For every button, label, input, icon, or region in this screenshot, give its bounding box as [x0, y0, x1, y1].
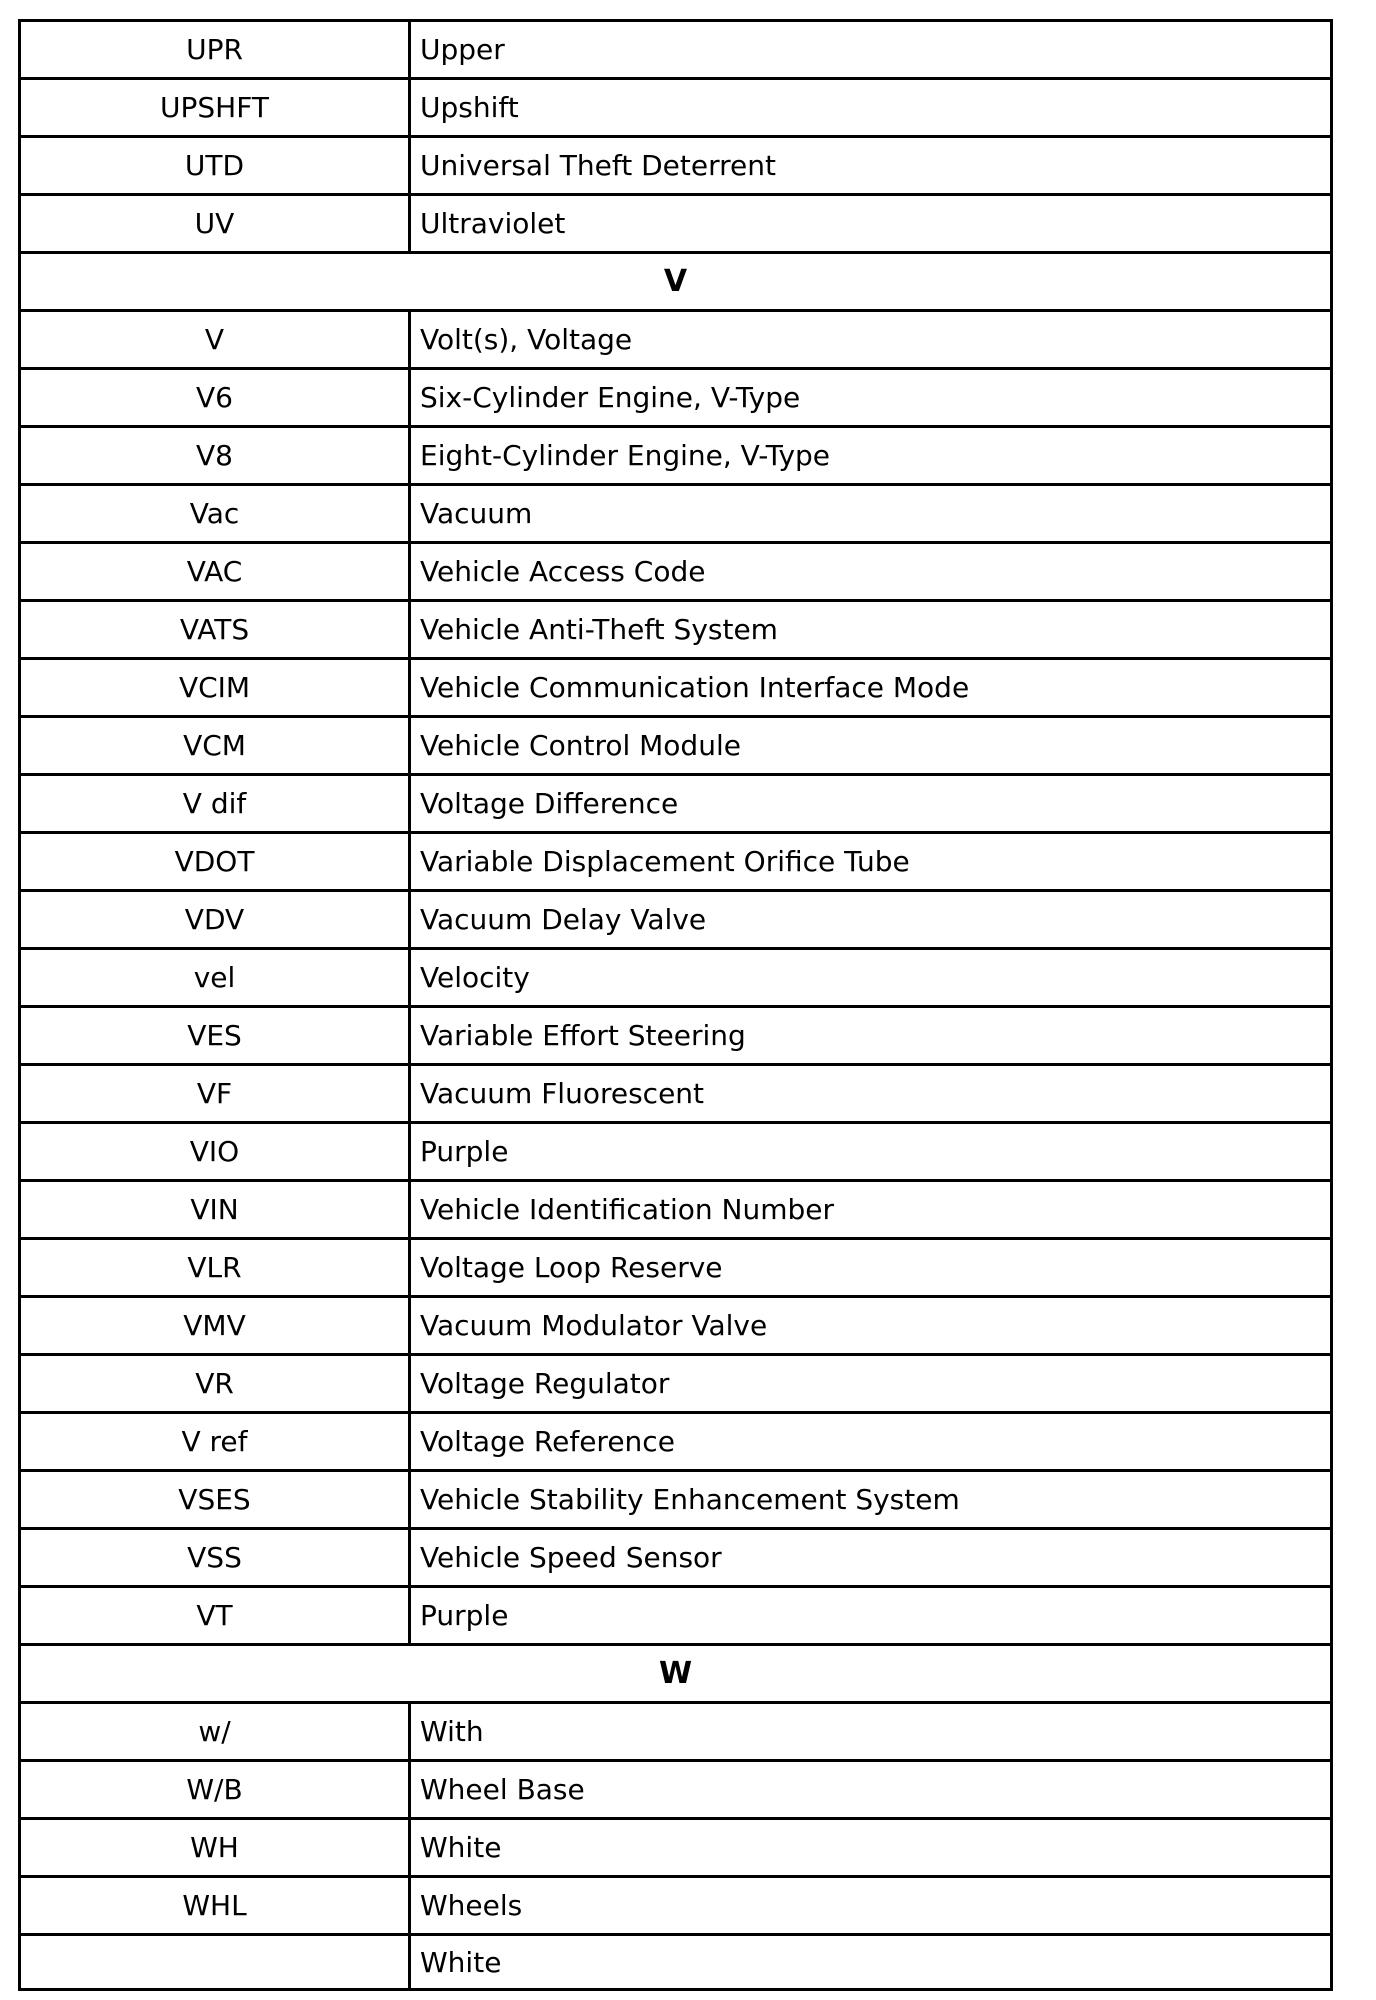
definition-cell: Six-Cylinder Engine, V-Type	[420, 381, 801, 414]
abbreviation-cell: W/B	[21, 1762, 411, 1817]
abbreviation-cell: UPSHFT	[21, 80, 411, 135]
definition-cell: Vehicle Speed Sensor	[420, 1541, 722, 1574]
table-row	[21, 486, 1330, 544]
definition-cell: Vehicle Access Code	[420, 555, 706, 588]
table-row	[21, 950, 1330, 1008]
table-row	[21, 370, 1330, 428]
section-header-row	[21, 1646, 1330, 1704]
abbreviation-cell: VT	[21, 1588, 411, 1643]
abbreviation-cell: vel	[21, 950, 411, 1005]
abbreviation-cell: VR	[21, 1356, 411, 1411]
table-row	[21, 1008, 1330, 1066]
table-row	[21, 1472, 1330, 1530]
table-row	[21, 1356, 1330, 1414]
table-row	[21, 312, 1330, 370]
definition-cell: Ultraviolet	[420, 207, 566, 240]
definition-cell: Variable Displacement Orifice Tube	[420, 845, 910, 878]
abbreviation-cell: VIO	[21, 1124, 411, 1179]
definition-cell: Vehicle Anti-Theft System	[420, 613, 778, 646]
table-row	[21, 138, 1330, 196]
table-row	[21, 1588, 1330, 1646]
table-row	[21, 1704, 1330, 1762]
abbreviation-cell: VES	[21, 1008, 411, 1063]
abbreviation-cell: UPR	[21, 22, 411, 77]
definition-cell: Voltage Loop Reserve	[420, 1251, 723, 1284]
abbreviation-cell: VMV	[21, 1298, 411, 1353]
definition-cell: Universal Theft Deterrent	[420, 149, 776, 182]
definition-cell: With	[420, 1715, 484, 1748]
table-row	[21, 1762, 1330, 1820]
abbreviation-cell: V6	[21, 370, 411, 425]
definition-cell: Vehicle Stability Enhancement System	[420, 1483, 960, 1516]
table-row	[21, 1936, 1330, 1991]
table-row	[21, 718, 1330, 776]
definition-cell: Upper	[420, 33, 505, 66]
abbreviation-cell: UTD	[21, 138, 411, 193]
section-header-row	[21, 254, 1330, 312]
table-row	[21, 80, 1330, 138]
abbreviation-cell	[21, 1936, 411, 1988]
definition-cell: Upshift	[420, 91, 519, 124]
abbreviation-cell: VSS	[21, 1530, 411, 1585]
definition-cell: Vehicle Control Module	[420, 729, 741, 762]
definition-cell: Eight-Cylinder Engine, V-Type	[420, 439, 831, 472]
definition-cell: Vacuum Modulator Valve	[420, 1309, 768, 1342]
abbreviation-cell: V8	[21, 428, 411, 483]
table-row	[21, 602, 1330, 660]
definition-cell: Voltage Difference	[420, 787, 679, 820]
abbreviation-cell: WHL	[21, 1878, 411, 1933]
definition-cell: Wheel Base	[420, 1773, 585, 1806]
table-row	[21, 22, 1330, 80]
definition-cell: Voltage Reference	[420, 1425, 675, 1458]
table-row	[21, 1298, 1330, 1356]
table-row	[21, 776, 1330, 834]
definition-cell: Variable Effort Steering	[420, 1019, 746, 1052]
table-row	[21, 834, 1330, 892]
definition-cell: Voltage Regulator	[420, 1367, 670, 1400]
abbreviation-cell: V dif	[21, 776, 411, 831]
abbreviation-cell: VDOT	[21, 834, 411, 889]
abbreviation-cell: VCIM	[21, 660, 411, 715]
abbreviation-table	[18, 19, 1333, 1991]
abbreviation-cell: VSES	[21, 1472, 411, 1527]
definition-cell: Vacuum	[420, 497, 533, 530]
definition-cell: Vehicle Communication Interface Mode	[420, 671, 970, 704]
abbreviation-cell: UV	[21, 196, 411, 251]
table-row	[21, 1240, 1330, 1298]
abbreviation-cell: VF	[21, 1066, 411, 1121]
definition-cell: Velocity	[420, 961, 530, 994]
definition-cell: Purple	[420, 1135, 509, 1168]
definition-cell: Volt(s), Voltage	[420, 323, 633, 356]
definition-cell: Vehicle Identification Number	[420, 1193, 834, 1226]
table-row	[21, 1820, 1330, 1878]
abbreviation-cell: VLR	[21, 1240, 411, 1295]
abbreviation-cell: VIN	[21, 1182, 411, 1237]
abbreviation-cell: VATS	[21, 602, 411, 657]
definition-cell: Vacuum Fluorescent	[420, 1077, 705, 1110]
definition-cell: White	[420, 1945, 502, 1979]
table-row	[21, 1182, 1330, 1240]
abbreviation-cell: VCM	[21, 718, 411, 773]
definition-cell: Purple	[420, 1599, 509, 1632]
table-row	[21, 1066, 1330, 1124]
abbreviation-cell: Vac	[21, 486, 411, 541]
definition-cell: Wheels	[420, 1889, 523, 1922]
table-row	[21, 660, 1330, 718]
table-row	[21, 1878, 1330, 1936]
abbreviation-cell: w/	[21, 1704, 411, 1759]
abbreviation-cell: V ref	[21, 1414, 411, 1469]
abbreviation-cell: WH	[21, 1820, 411, 1875]
abbreviation-cell: V	[21, 312, 411, 367]
definition-cell: Vacuum Delay Valve	[420, 903, 707, 936]
definition-cell: White	[420, 1831, 502, 1864]
table-row	[21, 1530, 1330, 1588]
table-row	[21, 892, 1330, 950]
table-row	[21, 196, 1330, 254]
section-letter: V	[663, 264, 688, 299]
abbreviation-cell: VDV	[21, 892, 411, 947]
table-row	[21, 1414, 1330, 1472]
table-row	[21, 1124, 1330, 1182]
table-row	[21, 428, 1330, 486]
table-row	[21, 544, 1330, 602]
abbreviation-cell: VAC	[21, 544, 411, 599]
section-letter: W	[658, 1656, 693, 1691]
